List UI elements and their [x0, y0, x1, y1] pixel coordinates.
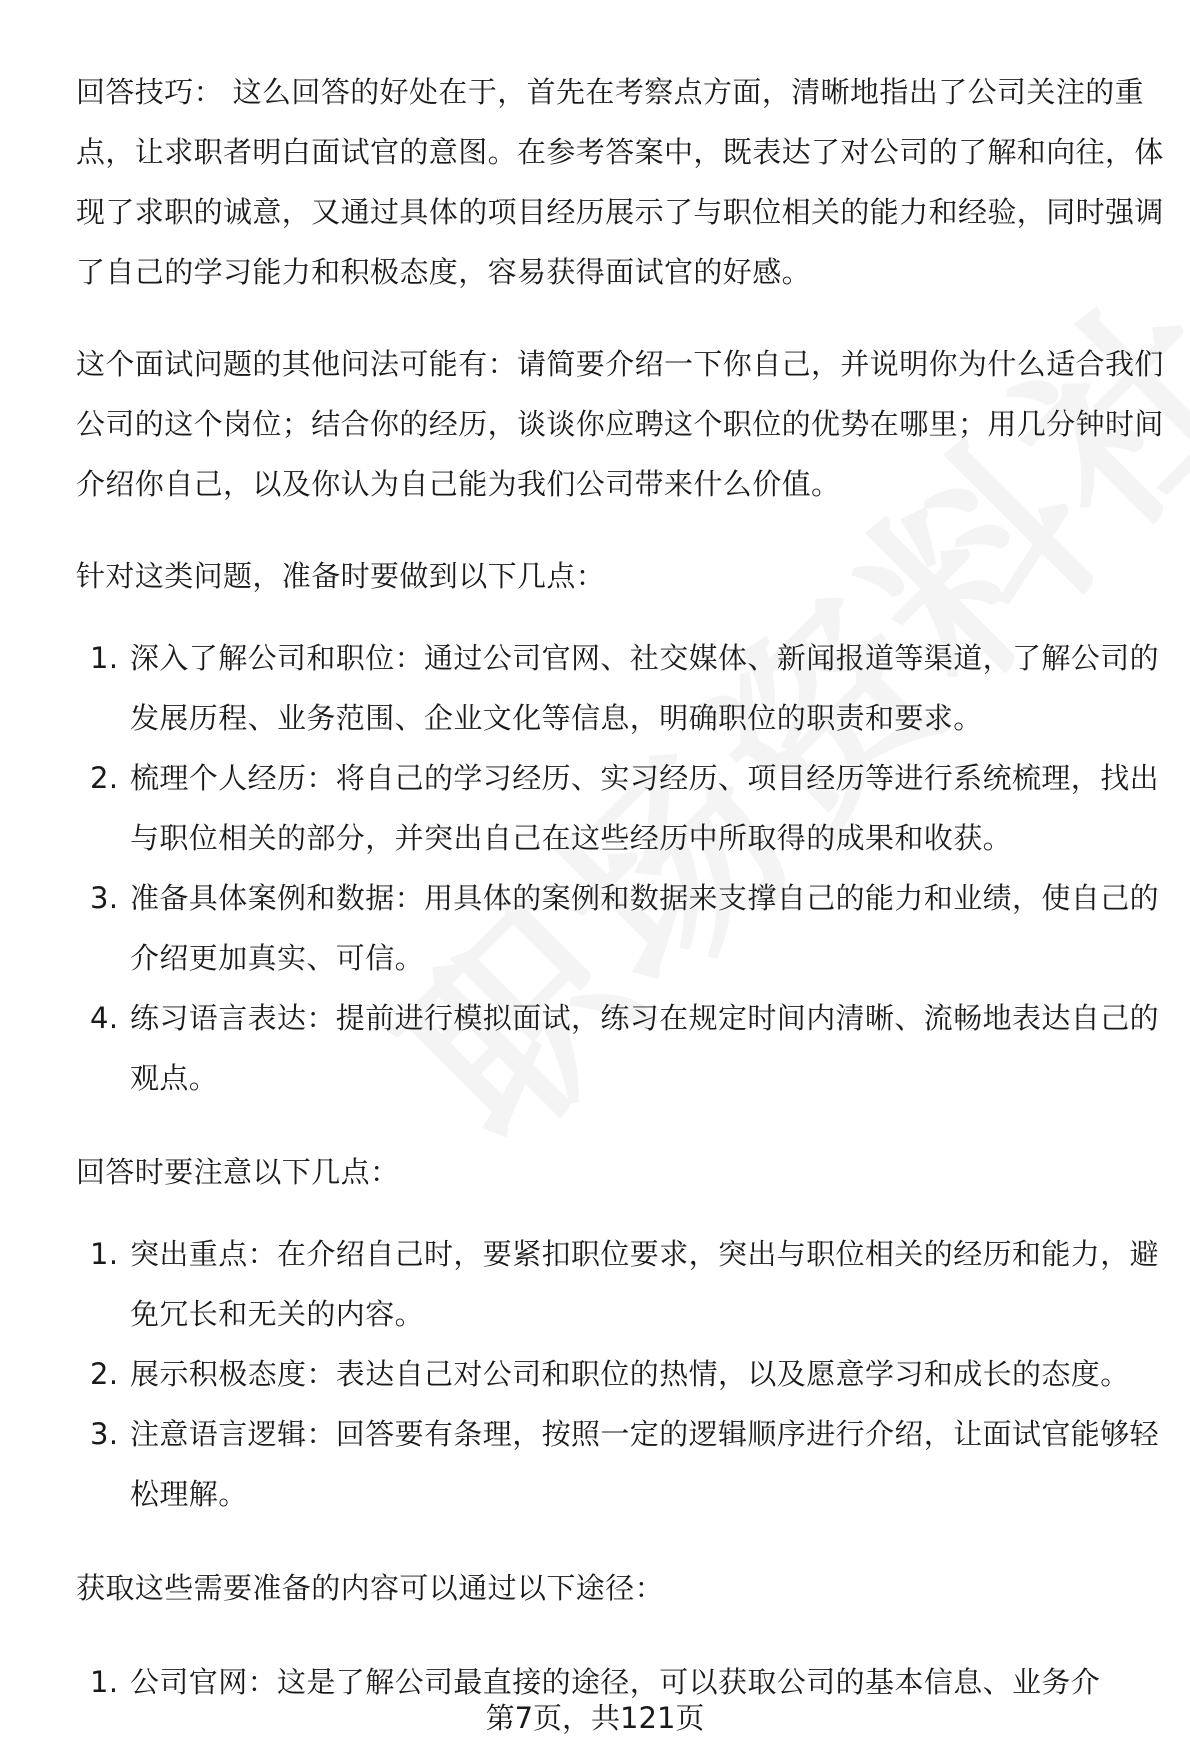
answer-notes-list [76, 1224, 1166, 1524]
list-item-text: 练习语言表达：提前进行模拟面试，练习在规定时间内清晰、流畅地表达自己的观点。 [130, 1001, 1160, 1095]
list-number: 2. [90, 761, 119, 795]
list-item-text: 展示积极态度：表达自己对公司和职位的热情，以及愿意学习和成长的态度。 [130, 1357, 1130, 1391]
prepare-heading: 针对这类问题，准备时要做到以下几点： [76, 559, 606, 593]
prepare-list [76, 628, 1166, 1108]
list-number: 3. [90, 881, 119, 915]
list-item [76, 1224, 1166, 1344]
list-number: 1. [90, 641, 119, 675]
list-item [76, 748, 1166, 868]
list-item-text: 准备具体案例和数据：用具体的案例和数据来支撑自己的能力和业绩，使自己的介绍更加真实、可信。 [130, 881, 1160, 975]
list-item [76, 1344, 1166, 1404]
document-body [76, 62, 1166, 1746]
alternative-questions-paragraph: 这个面试问题的其他问法可能有：请简要介绍一下你自己，并说明你为什么适合我们公司的这个岗位；结合你的经历，谈谈你应聘这个职位的优势在哪里；用几分钟时间介绍你自己，以及你认为自己能为我们公司带来什么价值。 [76, 347, 1164, 501]
list-item-text: 深入了解公司和职位：通过公司官网、社交媒体、新闻报道等渠道，了解公司的发展历程、业务范围、企业文化等信息，明确职位的职责和要求。 [130, 641, 1160, 735]
answer-notes-heading: 回答时要注意以下几点： [76, 1155, 400, 1189]
answer-tips-paragraph: 回答技巧： 这么回答的好处在于，首先在考察点方面，清晰地指出了公司关注的重点，让求职者明白面试官的意图。在参考答案中，既表达了对公司的了解和向往，体现了求职的诚意，又通过具体的项目经历展示了与职位相关的能力和经验，同时强调了自己的学习能力和积极态度，容易获得面试官的好感。 [76, 75, 1164, 289]
list-number: 3. [90, 1417, 119, 1451]
list-number: 1. [90, 1237, 119, 1271]
list-item-text: 注意语言逻辑：回答要有条理，按照一定的逻辑顺序进行介绍，让面试官能够轻松理解。 [130, 1417, 1160, 1511]
list-number: 2. [90, 1357, 119, 1391]
list-number: 4. [90, 1001, 119, 1035]
list-item [76, 1404, 1166, 1524]
sources-heading: 获取这些需要准备的内容可以通过以下途径： [76, 1571, 665, 1605]
list-item-text: 梳理个人经历：将自己的学习经历、实习经历、项目经历等进行系统梳理，找出与职位相关的部分，并突出自己在这些经历中所取得的成果和收获。 [130, 761, 1160, 855]
list-item-text: 突出重点：在介绍自己时，要紧扣职位要求，突出与职位相关的经历和能力，避免冗长和无关的内容。 [130, 1237, 1160, 1331]
list-item [76, 988, 1166, 1108]
list-number: 1. [90, 1665, 119, 1699]
list-item [76, 628, 1166, 748]
list-item-text: 公司官网：这是了解公司最直接的途径，可以获取公司的基本信息、业务介 [130, 1665, 1101, 1699]
list-item [76, 868, 1166, 988]
page-number-footer: 第7页，共121页 [485, 1701, 705, 1735]
